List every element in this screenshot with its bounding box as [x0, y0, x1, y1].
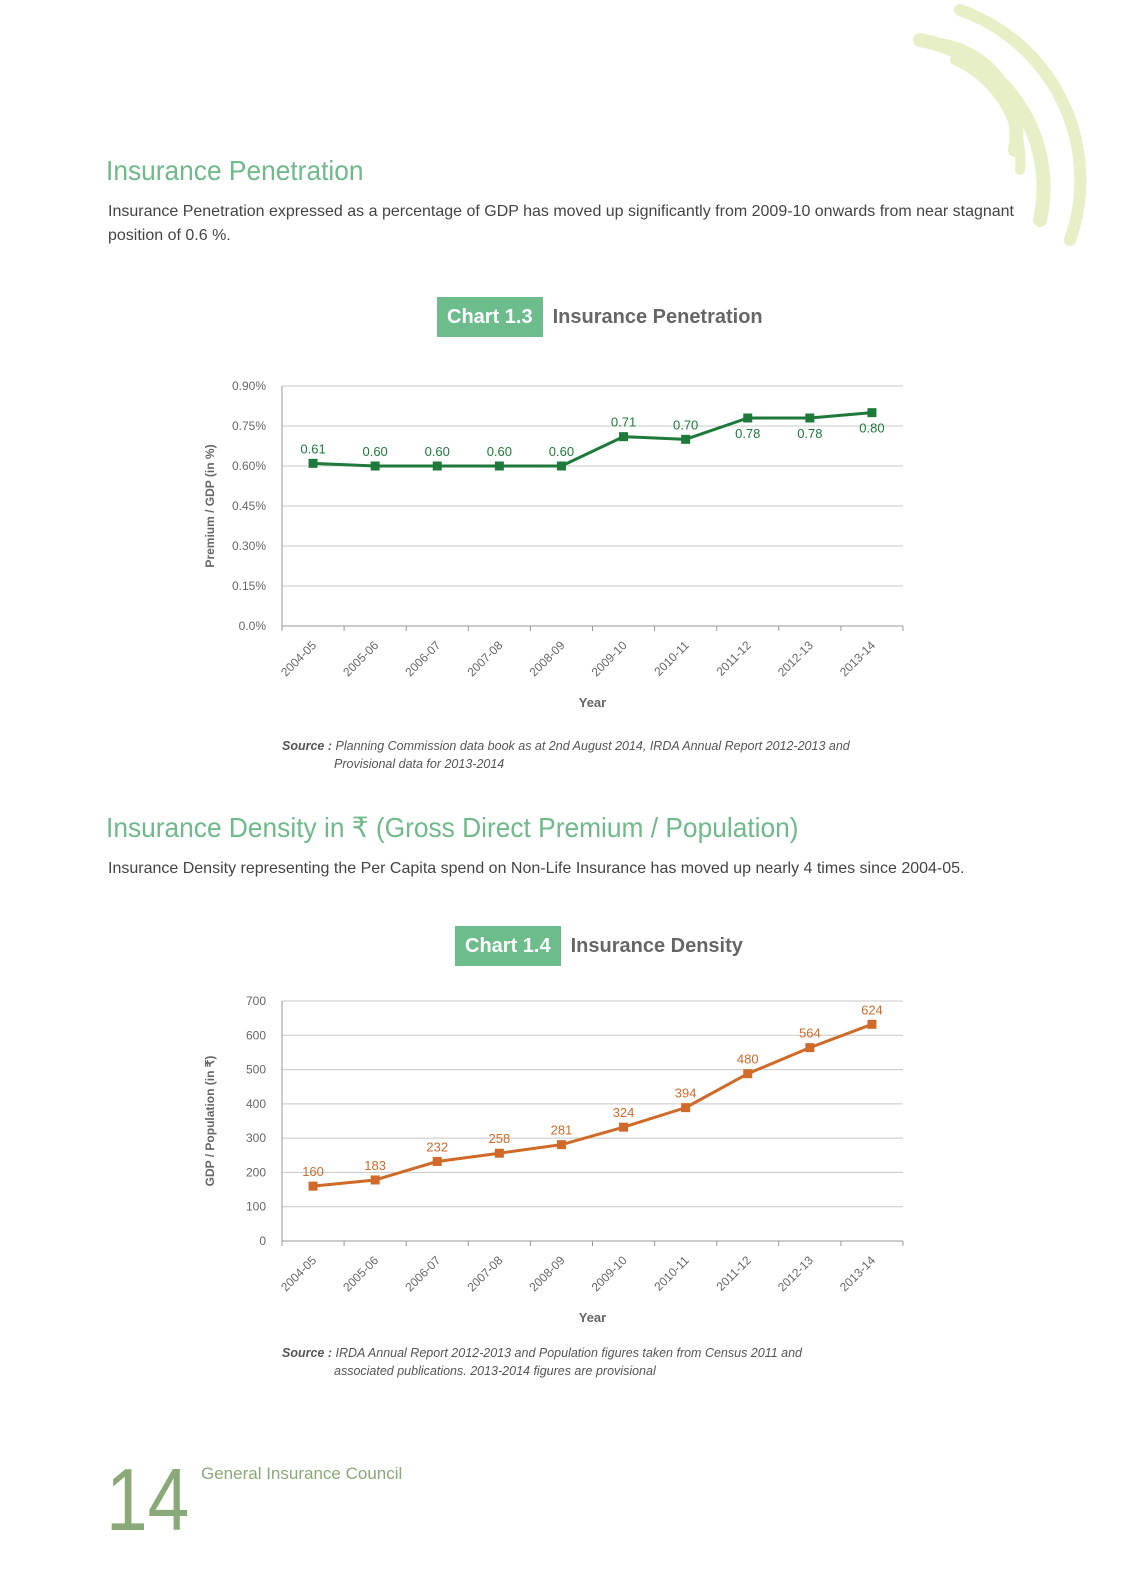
data-point — [557, 462, 566, 471]
data-label: 0.61 — [300, 441, 326, 457]
y-tick-label: 100 — [245, 1199, 266, 1214]
description-line: Insurance Penetration expressed as a percentage of GDP has moved up significantly from 2009-10 onwards from near stagnant — [108, 203, 1014, 220]
x-tick-label: 2011-12 — [713, 638, 754, 679]
data-point — [805, 1043, 814, 1052]
data-point — [557, 1140, 566, 1149]
data-label: 480 — [736, 1051, 759, 1067]
data-label: 624 — [861, 1002, 883, 1018]
chart-source-note — [282, 1344, 802, 1380]
data-label: 0.60 — [424, 444, 450, 459]
data-point — [619, 432, 628, 441]
source-text: IRDA Annual Report 2012-2013 and Population figures taken from Census 2011 and — [335, 1346, 803, 1360]
y-tick-label: 0.90% — [231, 379, 266, 393]
section-description-density: Insurance Density representing the Per Capita spend on Non-Life Insurance has moved up nearly 4 times since 2004-05. — [108, 860, 965, 877]
y-tick-label: 0.15% — [231, 579, 266, 593]
chart-header — [437, 297, 763, 337]
data-label: 0.78 — [797, 426, 823, 441]
data-label: 324 — [612, 1105, 635, 1121]
x-tick-label: 2009-10 — [588, 1253, 630, 1295]
y-tick-label: 400 — [245, 1096, 266, 1111]
data-label: 0.78 — [735, 426, 761, 441]
data-label: 0.60 — [362, 444, 388, 459]
data-label: 281 — [550, 1122, 573, 1138]
data-label: 394 — [674, 1085, 697, 1101]
data-label: 160 — [302, 1164, 324, 1180]
y-tick-label: 600 — [245, 1028, 266, 1043]
x-tick-label: 2005-06 — [340, 638, 382, 680]
y-axis-title: GDP / Population (in ₹) — [203, 1055, 217, 1187]
series-line — [313, 1024, 872, 1186]
data-point — [495, 462, 504, 471]
y-tick-label: 0.60% — [231, 459, 266, 473]
chart-title: Insurance Penetration — [552, 305, 763, 328]
data-label: 0.71 — [610, 414, 637, 430]
data-point — [309, 459, 318, 468]
description-line: position of 0.6 %. — [108, 227, 231, 244]
y-tick-label: 300 — [245, 1131, 266, 1146]
y-tick-label: 0.75% — [231, 419, 266, 433]
y-tick-label: 200 — [245, 1165, 266, 1180]
y-tick-label: 0.30% — [231, 539, 266, 553]
data-point — [805, 414, 814, 423]
chart-source-note — [282, 737, 850, 773]
chart-tag: Chart 1.3 — [437, 297, 543, 337]
x-tick-label: 2004-05 — [278, 1253, 320, 1295]
data-label: 0.60 — [486, 444, 513, 459]
x-tick-label: 2010-11 — [651, 638, 692, 679]
data-point — [681, 435, 690, 444]
y-axis-title: Premium / GDP (in %) — [203, 444, 217, 568]
chart-title: Insurance Density — [570, 934, 743, 957]
chart-tag: Chart 1.4 — [455, 926, 561, 966]
x-tick-label: 2013-14 — [837, 638, 879, 680]
x-tick-label: 2012-13 — [774, 1253, 816, 1295]
x-tick-label: 2006-07 — [402, 1253, 444, 1295]
x-tick-label: 2010-11 — [651, 1253, 692, 1294]
source-text: Provisional data for 2013-2014 — [334, 757, 505, 771]
x-tick-label: 2005-06 — [340, 1253, 382, 1295]
data-label: 0.70 — [672, 417, 699, 433]
data-point — [433, 1157, 442, 1166]
x-tick-label: 2013-14 — [837, 1253, 879, 1295]
x-tick-label: 2012-13 — [774, 638, 816, 680]
page-number: 14 — [106, 1450, 190, 1549]
data-label: 183 — [364, 1157, 387, 1173]
data-point — [867, 408, 876, 417]
x-tick-label: 2008-09 — [526, 638, 568, 680]
y-tick-label: 0.45% — [231, 499, 266, 513]
data-point — [681, 1103, 690, 1112]
data-point — [371, 1175, 380, 1184]
data-label: 0.80 — [859, 420, 885, 436]
data-point — [495, 1149, 504, 1158]
x-tick-label: 2011-12 — [713, 1253, 754, 1294]
data-point — [371, 462, 380, 471]
data-point — [867, 1020, 876, 1029]
section-description-penetration — [108, 200, 1018, 248]
data-label: 0.60 — [548, 444, 575, 459]
x-tick-label: 2004-05 — [278, 638, 320, 680]
x-tick-label: 2009-10 — [588, 638, 630, 680]
x-axis-title: Year — [578, 1310, 607, 1325]
data-label: 258 — [488, 1131, 511, 1147]
source-text: associated publications. 2013-2014 figures are provisional — [334, 1364, 656, 1378]
y-tick-label: 0.0% — [238, 619, 266, 633]
source-label: Source : — [282, 1346, 333, 1360]
x-tick-label: 2006-07 — [402, 638, 444, 680]
chart-header — [455, 926, 743, 966]
section-title-penetration: Insurance Penetration — [106, 155, 364, 186]
y-tick-label: 700 — [245, 994, 266, 1008]
x-tick-label: 2008-09 — [526, 1253, 568, 1295]
x-axis-title: Year — [578, 695, 607, 710]
data-label: 564 — [798, 1025, 821, 1041]
data-label: 232 — [426, 1139, 449, 1155]
data-point — [743, 1069, 752, 1078]
y-tick-label: 0 — [259, 1234, 266, 1248]
footer-label: General Insurance Council — [201, 1464, 403, 1483]
source-label: Source : — [282, 739, 333, 753]
y-tick-label: 500 — [245, 1062, 266, 1077]
x-tick-label: 2007-08 — [464, 638, 506, 680]
x-tick-label: 2007-08 — [464, 1253, 506, 1295]
source-text: Planning Commission data book as at 2nd August 2014, IRDA Annual Report 2012-2013 and — [335, 739, 850, 753]
series-line — [313, 413, 872, 466]
data-point — [309, 1182, 318, 1191]
data-point — [619, 1123, 628, 1132]
section-title-density: Insurance Density in ₹ (Gross Direct Premium / Population) — [106, 812, 799, 843]
data-point — [743, 414, 752, 423]
density-line-chart — [195, 980, 915, 1335]
data-point — [433, 462, 442, 471]
penetration-line-chart — [195, 365, 915, 720]
